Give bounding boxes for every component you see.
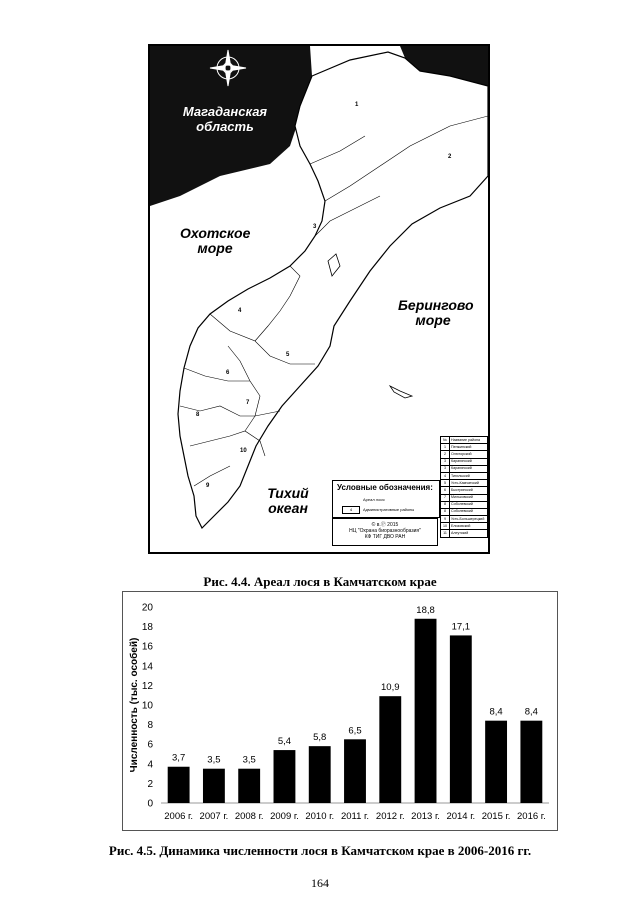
district-name: Елизовский [450, 523, 488, 530]
district-num: 4 [441, 472, 450, 479]
population-chart-svg [123, 592, 557, 830]
x-tick-label: 2010 г. [305, 811, 335, 822]
x-tick-label: 2012 г. [375, 811, 405, 822]
district-name: Усть-Камчатский [450, 480, 488, 487]
district-num: 7 [441, 494, 450, 501]
y-tick-label: 0 [147, 798, 153, 810]
district-table-row [441, 530, 488, 537]
district-table-row [441, 487, 488, 494]
legend-admin-number: 4 [342, 506, 360, 514]
district-table-header [441, 437, 488, 444]
y-tick-label: 12 [141, 680, 153, 692]
district-num: 10 [441, 523, 450, 530]
district-name: Пенжинский [450, 444, 488, 451]
x-tick-label: 2008 г. [234, 811, 264, 822]
y-tick-label: 4 [147, 759, 153, 771]
bar [379, 696, 401, 803]
region-number-5: 5 [286, 352, 290, 358]
district-name: Тигильский [450, 472, 488, 479]
legend-admin-label: Административные районы [363, 507, 415, 512]
district-table-row [441, 480, 488, 487]
pacific-ocean-label: Тихий океан [267, 485, 309, 516]
bar [168, 767, 190, 803]
bar-value-label: 5,8 [313, 732, 327, 744]
chart-caption: Рис. 4.5. Динамика численности лося в Камчатском крае в 2006-2016 гг. [108, 843, 532, 858]
page-number: 164 [311, 876, 329, 890]
district-header-num: № [441, 437, 450, 444]
copyright-line-3: КФ ТИГ ДВО РАН [364, 534, 406, 540]
copyright-line-2: НЦ "Охрана биоразнообразия" [349, 528, 421, 534]
map-legend [332, 480, 440, 518]
district-name: Соболевский [450, 508, 488, 515]
district-num: 3 [441, 465, 450, 472]
district-table-row [441, 451, 488, 458]
district-num: 9 [441, 516, 450, 523]
x-tick-label: 2015 г. [481, 811, 511, 822]
district-name: Карагинский [450, 458, 488, 465]
district-num: 8 [441, 508, 450, 515]
district-name: Карагинский [450, 465, 488, 472]
district-num: 6 [441, 487, 450, 494]
bar [520, 721, 542, 803]
region-number-7: 7 [246, 400, 250, 406]
bar-value-label: 3,5 [242, 754, 256, 766]
y-axis-label: Численность (тыс. особей) [129, 637, 140, 773]
district-num: 5 [441, 480, 450, 487]
map-caption: Рис. 4.4. Ареал лося в Камчатском крае [203, 574, 437, 589]
bar [415, 619, 437, 803]
region-number-6: 6 [226, 370, 230, 376]
commander-islands-shape [390, 386, 412, 398]
district-table-row [441, 458, 488, 465]
bar [309, 746, 331, 803]
bar-value-label: 5,4 [277, 736, 292, 748]
region-number-10: 10 [240, 448, 247, 454]
district-table [440, 436, 488, 538]
bar [238, 769, 260, 803]
x-tick-label: 2007 г. [199, 811, 229, 822]
region-number-1: 1 [355, 102, 359, 108]
y-tick-label: 2 [147, 778, 153, 790]
x-tick-label: 2013 г. [411, 811, 440, 822]
map-copyright [332, 518, 438, 546]
x-tick-label: 2011 г. [340, 811, 370, 822]
bar [450, 635, 472, 803]
district-name: Олюторский [450, 451, 488, 458]
region-number-9: 9 [206, 483, 210, 489]
district-name: Алеутский [450, 530, 488, 537]
region-number-8: 8 [196, 412, 200, 418]
y-tick-label: 20 [141, 602, 153, 614]
district-table-row [441, 465, 488, 472]
bar-value-label: 6,5 [348, 725, 362, 737]
district-header-name: Название района [450, 437, 488, 444]
x-tick-label: 2014 г. [446, 811, 476, 822]
district-num: 1 [441, 444, 450, 451]
x-tick-label: 2006 г. [164, 811, 193, 822]
district-name: Мильковский [450, 494, 488, 501]
legend-range-label: Ареал лося [363, 497, 385, 502]
moose-range-map [148, 44, 490, 554]
y-tick-label: 10 [141, 700, 153, 712]
district-table-row [441, 516, 488, 523]
x-tick-label: 2009 г. [270, 811, 299, 822]
bar-value-label: 8,4 [524, 706, 538, 718]
y-tick-label: 16 [141, 641, 153, 653]
copyright-line-1: © в.Ⓟ 2015 [371, 522, 399, 528]
bar-value-label: 3,5 [207, 754, 221, 766]
region-number-2: 2 [448, 154, 452, 160]
district-table-row [441, 472, 488, 479]
district-table-row [441, 444, 488, 451]
district-name: Быстринский [450, 487, 488, 494]
bar [274, 750, 296, 803]
legend-title: Условные обозначения: [337, 483, 433, 492]
region-number-4: 4 [238, 308, 242, 314]
bar-value-label: 18,8 [416, 604, 435, 616]
y-tick-label: 18 [141, 622, 153, 634]
region-number-3: 3 [313, 224, 317, 230]
population-chart [122, 591, 558, 831]
bar-value-label: 8,4 [489, 706, 503, 718]
district-num: 8 [441, 501, 450, 508]
bar [344, 739, 366, 803]
x-tick-label: 2016 г. [517, 811, 546, 822]
district-table-row [441, 508, 488, 515]
y-tick-label: 14 [141, 661, 153, 673]
y-tick-label: 6 [147, 739, 153, 751]
district-num: 2 [441, 451, 450, 458]
bar-value-label: 3,7 [172, 752, 186, 764]
magadan-region-label: Магаданская область [182, 104, 268, 134]
okhotsk-sea-label: Охотское море [180, 225, 251, 256]
bar-value-label: 17,1 [451, 621, 471, 633]
district-table-row [441, 494, 488, 501]
district-name: Усть-Большерецкий [450, 516, 488, 523]
bering-sea-label: Берингово море [398, 297, 474, 328]
district-num: 3 [441, 458, 450, 465]
bar [203, 769, 225, 803]
bar-value-label: 10,9 [381, 682, 400, 694]
district-num: 11 [441, 530, 450, 537]
district-table-row [441, 501, 488, 508]
y-tick-label: 8 [147, 720, 153, 732]
district-name: Соболевский [450, 501, 488, 508]
bar [485, 721, 507, 803]
district-table-row [441, 523, 488, 530]
